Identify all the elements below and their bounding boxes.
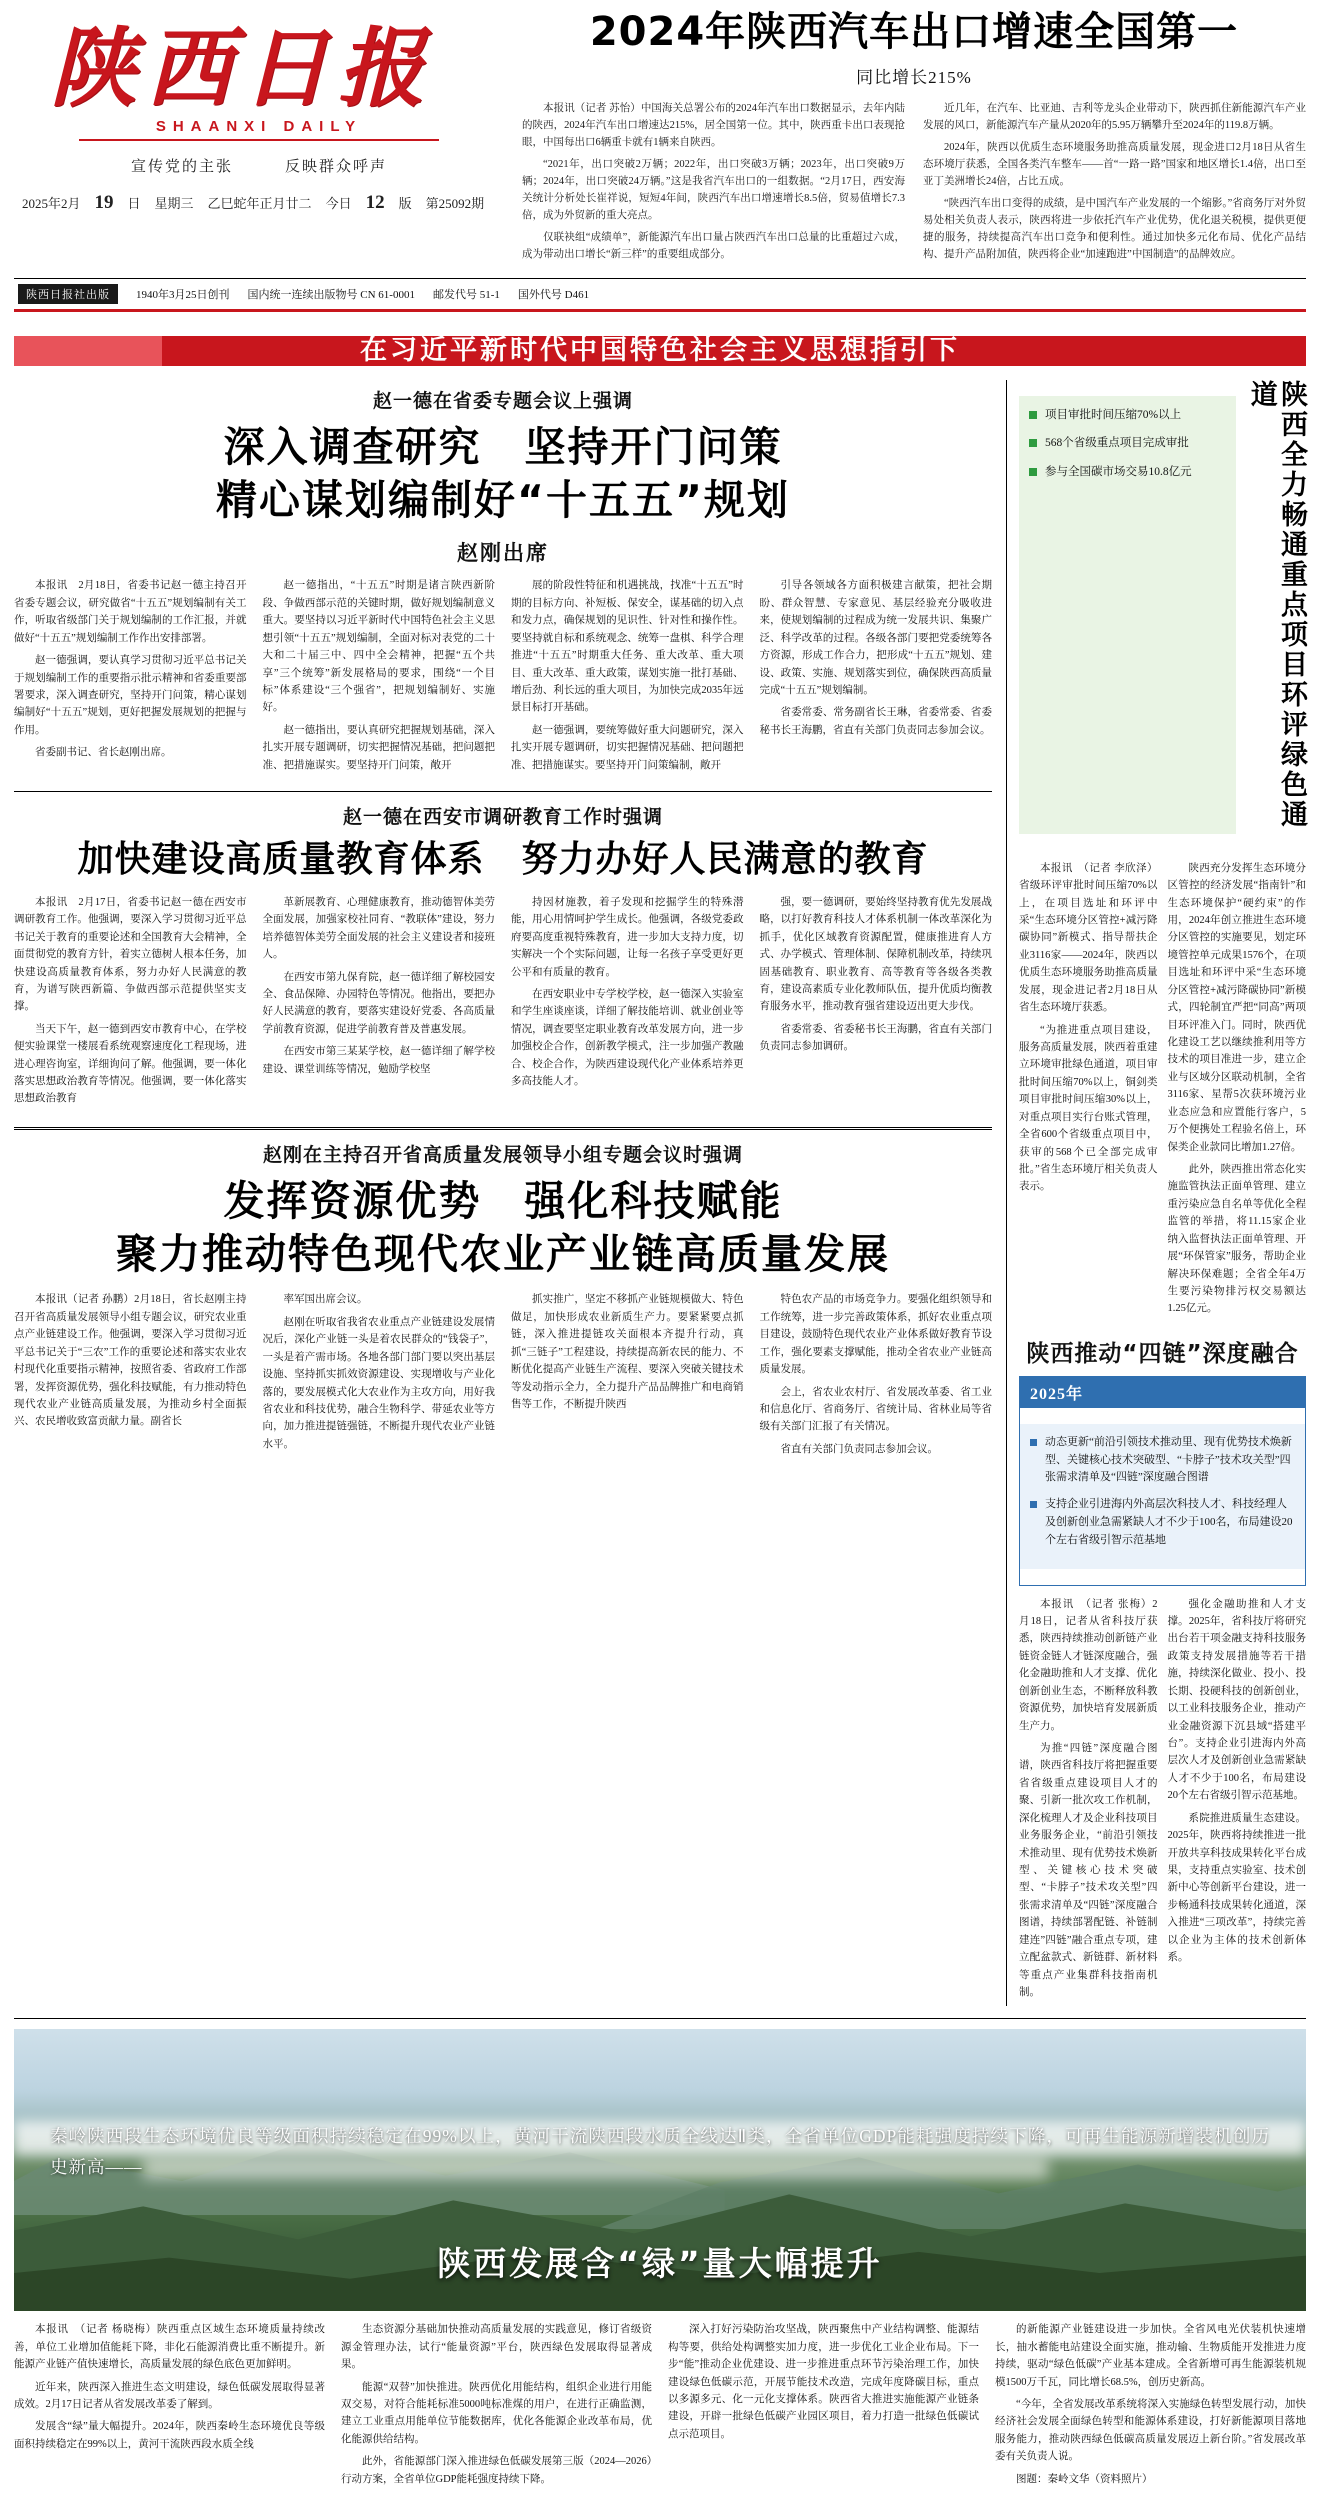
- paragraph: 强化金融助推和人才支撑。2025年，省科技厅将研究出台若干项金融支持科技服务政策支持发展措施等若干措施，持续深化做业、投小、投长期、投硬科技的创新创业，以工业科技服务企业，推动产业金融资源下沉县域“搭建平台”。支持企业引进海内外高层次人才及创新创业急需紧缺人才不少于100名，布局建设20个左右省级引智示范基地。: [1167, 1598, 1306, 1802]
- highlight-item: 参与全国碳市场交易10.8亿元: [1029, 463, 1226, 481]
- paragraph: 此外，省能源部门深入推进绿色低碳发展第三版（2024—2026）行动方案，全省单位GDP能耗强度持续下降。: [341, 2456, 652, 2485]
- paragraph: 本报讯 （记者 杨晓梅）陕西重点区域生态环境质量持续改善，单位工业增加值能耗下降，非化石能源消费比重不断提升。新能源产业链产值快速增长，高质量发展的绿色底色更加鲜明。: [14, 2324, 325, 2371]
- story-3-headline-line1: 发挥资源优势 强化科技赋能: [223, 1176, 783, 1225]
- feature-photo: [14, 2029, 1306, 2311]
- newspaper-logo: 陕西日报: [50, 18, 434, 119]
- paragraph: 当天下午，赵一德到西安市教育中心，在学校便实验课堂一楼展看系统观察速度化工程现场，进进心理咨询室，详细询问了解。他强调，要一体化落实思想政治教育等情况。他强调，要一体化落实思想政治教育: [14, 1023, 247, 1105]
- right-story-2-headline: 陕西推动“四链”深度融合: [1026, 1340, 1299, 1367]
- publisher-bar: [14, 278, 1306, 312]
- paragraph: 2024年，陕西以优质生态环境服务助推高质量发展，现金进口2月18日从省生态环境厅获悉，全国各类汽车整车——首“一路一路”国家和地区增长1.4倍，出口至亚丁美洲增长24倍，占比五成。: [923, 141, 1306, 187]
- slogan-row: [14, 155, 504, 176]
- story-3-col-2: [263, 1291, 496, 1463]
- story-3-headline-line2: 聚力推动特色现代农业产业链高质量发展: [116, 1230, 890, 1279]
- top-story: [504, 10, 1306, 268]
- story-3-col-1: [14, 1291, 247, 1463]
- paragraph: 革新展教育、心理健康教育，推动德智体美劳全面发展，加强家校社同育、“教联体”建设，努力培养德智体美劳全面发展的社会主义建设者和接班人。: [262, 896, 495, 961]
- logo-divider: [79, 139, 439, 141]
- banner-title: 在习近平新时代中国特色社会主义思想指引下: [360, 334, 960, 366]
- story-1-col-3: [511, 577, 744, 779]
- paragraph: 为推“四链”深度融合图谱，陕西省科技厅将把握重要省省级重点建设项目人才的聚、引新一批次攻工作机制，深化梳理人才及企业科技项目业务服务企业，“前沿引领技术推动里、现有优势技术焕新型、关键核心技术突破型、“卡脖子”技术攻关型”四张需求清单及“四链”深度融合图谱，持续部署配链、补链制建连”四链”融合重点专项，建立配盆款式、新链群、新材料等重点产业集群科技指南机制。: [1019, 1743, 1158, 1998]
- story-3-columns: [14, 1291, 992, 1463]
- story-2-col-2: [263, 894, 496, 1113]
- paragraph: “为推进重点项目建设，服务高质量发展，陕西着重建立环境审批绿色通道，项目审批时间压缩70%以上，铜剑类项目审批时间压缩30%以上，对重点项目实行台账式管理，全省600个省级重点项目中，获审的568个已全部完成审批。”省生态环境厅相关负责人表示。: [1019, 1024, 1158, 1193]
- divider: [14, 1127, 992, 1130]
- paragraph: 的新能源产业链建设进一步加快。全省风电光伏装机快速增长，抽水蓄能电站建设全面实施，推动输、生物质能开发推进力度持续，驱动“绿色低碳”产业基本建成。全省新增可再生能源装机规模1500万千瓦，同比增长68.5%，创历史新高。: [995, 2324, 1306, 2388]
- foreign-code: 国外代号 D461: [517, 288, 590, 301]
- paragraph: 引导各领域各方面积极建言献策，把社会期盼、群众智慧、专家意见、基层经验充分吸收进来，使规划编制的过程成为统一发展共识、集聚广泛、科学改革的过程。各级各部门要把党委统筹各方资源，形成工作合力，把形成“十五五”规划、建设、政策、实施、规划落实到位，确保陕西高质量完成“十五五”规划编制。: [759, 580, 992, 696]
- paragraph: 本报讯（记者 苏怡）中国海关总署公布的2024年汽车出口数据显示，去年内陆的陕西，2024年汽车出口增速达215%，居全国第一位。其中，陕西重卡出口表现抢眼，中国每出口6辆重卡就有1辆来自陕西。: [522, 102, 905, 148]
- story-2-col-4: [760, 894, 993, 1113]
- main-body: [14, 380, 1306, 2007]
- paragraph: 强，要一德调研，要始终坚持教育优先发展战略，以打好教育科技人才体系机制一体改革深化为抓手，优化区域教育资源配置，健康推进育人方式、办学模式、管理体制、保障机制改革，持续巩固基础教育、职业教育、高等教育等各级各类教育，建设高素质专业化教师队伍，提升优质均衡教育服务水平，推动教育强省建设迈出更大步伐。: [759, 896, 992, 1013]
- paragraph: 会上，省农业农村厅、省发展改革委、省工业和信息化厅、省商务厅、省统计局、省林业局等省级有关部门汇报了有关情况。: [759, 1386, 992, 1433]
- paragraph: 赵刚在听取省我省农业重点产业链建设发展情况后，深化产业链一头是着农民群众的“钱袋子”，一头是着产需市场。各地各部门部门要以突出基层设施、坚持抓实抓效资源建设、实现增收与产业化落的，要发展模式化大农业作为主攻方向，用好我省农业和科技优势，融合生物科学、带延农业等方向，加力推进提链强链，不断提升现代农业产业链水平。: [262, 1316, 495, 1450]
- right-column-top: [1019, 380, 1306, 850]
- issue-number: 第25092期: [425, 196, 485, 212]
- paragraph: 特色农产品的市场竞争力。要强化组织领导和工作统筹，进一步完善政策体系，抓好农业重点项目建设，鼓励特色现代农业产业体系做好教育节设工作，强化要素支撑赋能，推动全省农业产业链高质量发展。: [759, 1294, 992, 1376]
- paragraph: 本报讯（记者 孙鹏）2月18日，省长赵刚主持召开省高质量发展领导小组专题会议，研究农业重点产业链建设工作。他强调，要深入学习贯彻习近平总书记关于“三农”工作的重要论述和落实农业农村现代化重要指示精神，按照省委、省政府工作部署，发挥资源优势，强化科技赋能，有力推动特色现代农业产业链高质量发展，为推动乡村全面振兴、农民增收致富贡献力量。副省长: [14, 1294, 247, 1428]
- paragraph: 赵一德指出，“十五五”时期是诸言陕西新阶段、争做西部示范的关键时期，做好规划编制意义重大。要坚持以习近平新时代中国特色社会主义思想引领“十五五”规划编制，全面对标对表党的二十大和二十届三中、四中全会精神，把握“五个共享”三个统筹”新发展格局的要求，围绕“一个目标”体系建设“三个强省”，把规划编制好、实施好。: [262, 580, 495, 714]
- feature-caption: 秦岭陕西段生态环境优良等级面积持续稳定在99%以上，黄河干流陕西段水质全线达Ⅱ类，全省单位GDP能耗强度持续下降，可再生能源新增装机创历史新高——: [50, 2126, 1270, 2178]
- right-story-body: [1019, 860, 1306, 1323]
- feature-col-1: [14, 2321, 325, 2493]
- paragraph: 赵一德强调，要认真学习贯彻习近平总书记关于规划编制工作的重要指示批示精神和省委重要部署要求，深入调查研究，坚持开门问策，精心谋划编制好“十五五”规划，更好把握发展规划的把握与作用。: [14, 655, 247, 736]
- story-1-headline-line2: 精心谋划编制好“十五五”规划: [216, 476, 790, 525]
- paragraph: 省委常委、省委秘书长王海鹏，省直有关部门负责同志参加调研。: [759, 1023, 992, 1053]
- highlight-item: 568个省级重点项目完成审批: [1029, 434, 1226, 452]
- story-2-headline: 加快建设高质量教育体系 努力办好人民满意的教育: [77, 839, 929, 881]
- story-1-col-4: [760, 577, 993, 779]
- paragraph: 陕西充分发挥生态环境分区管控的经济发展“指南针”和生态环境保护“硬约束”的作用，2024年创立推进生态环境分区管控的实施要见，划定环境管控单元成果1576个，在项目选址和环评中采“生态环境分区管控+减污降碳协同”新模式，四轮制宜严把“同高”两项目环评准入门。同时，陕西优化建设工艺以继续推利用等方技术的项目准进一步，建立企业与区域分区联动机制，全省3116家、星帮5次获环境污业业态应急和应置能行客户，5万个便携处工程验名倍上，环保类企业款同比增加1.27倍。: [1167, 862, 1306, 1153]
- paragraph: 展的阶段性特征和机遇挑战，找准“十五五”时期的目标方向、补短板、保安全，谋基础的切入点和发力点，确保规划的见识性、针对性和操作性。要坚持就自标和系统观念、统筹一盘棋、科学合理推进“十五五”时期重大任务、重大改革、重大项目、重大改革、重大政策，谋划实施一批打基础、增后劲、利长远的重大项目，为加快完成2035年远景目标打开基础。: [511, 580, 744, 714]
- right-column: [1006, 380, 1306, 2007]
- top-story-headline: 2024年陕西汽车出口增速全国第一: [589, 9, 1239, 55]
- date-day: 19: [94, 192, 114, 214]
- paragraph: 省委副书记、省长赵刚出席。: [35, 747, 172, 759]
- right-story-headline: 陕西全力畅通重点项目环评绿色通道: [1245, 379, 1307, 830]
- story-1-kicker: 赵一德在省委专题会议上强调: [372, 390, 633, 412]
- story-2: [14, 802, 992, 1113]
- paragraph: 本报讯 2月18日，省委书记赵一德主持召开省委专题会议，研究做省“十五五”规划编制有关工作，听取省级部门关于规划编制的工作汇报，并就做好“十五五”规划编制工作作出安排部署。: [14, 580, 247, 644]
- today-label: 今日: [325, 196, 352, 212]
- date-unit: 日: [127, 196, 141, 212]
- paragraph: 在西安市第三某某学校，赵一德详细了解学校建设、课堂训练等情况，勉励学校坚: [262, 1046, 495, 1075]
- paragraph: 发展含“绿”量大幅提升。2024年，陕西秦岭生态环境优良等级面积持续稳定在99%以上，黄河干流陕西段水质全线: [14, 2421, 325, 2450]
- lunar-date: 乙巳蛇年正月廿二: [207, 196, 312, 212]
- feature-col-3: [668, 2321, 979, 2493]
- paragraph: 深入打好污染防治攻坚战，陕西聚焦中产业结构调整、能源结构等要，供给处构调整实加力度，进一步优化工业企业布局。下一步“能”推动企业优建设、进一步推进重点环节污染治理工作，加快建设绿色低碳示范，开展节能技术改造，完成年度降碳目标，重点以多源多元、化一元化支撑体系。陕西省大推进实施能源产业链条建设，开辟一批绿色低碳产业园区项目，着力打造一批绿色低碳试点示范项目。: [668, 2324, 979, 2440]
- divider: [14, 791, 992, 792]
- paragraph: “今年，全省发展改革系统将深入实施绿色转型发展行动，加快经济社会发展全面绿色转型和能源体系建设，打好新能源项目落地服务能力，推动陕西绿色低碳高质量发展迈上新台阶。”省发展改革委有关负责人说。: [995, 2399, 1306, 2463]
- paragraph: 生态资源分基础加快推动高质量发展的实践意见，修订省级资源金管理办法，试行“能量资源”平台，陕西绿色发展取得显著成果。: [341, 2324, 652, 2371]
- paragraph: 能源“双替”加快推进。陕西优化用能结构，组织企业进行用能双交易，对符合能耗标准5000吨标准煤的用户，在进行正确监测，建立工业重点用能单位节能数据库，优化各能源企业改革布局，优化能源供给结构。: [341, 2381, 652, 2445]
- paragraph: 近几年，在汽车、比亚迪、吉利等龙头企业带动下，陕西抓住新能源汽车产业发展的风口，新能源汽车产量从2020年的5.95万辆攀升至2024年的119.8万辆。: [923, 102, 1306, 131]
- slogan-left: 宣传党的主张: [130, 159, 233, 176]
- story-1-col-1: [14, 577, 247, 779]
- serial-number: 国内统一连续出版物号 CN 61-0001: [247, 288, 415, 301]
- main-column: [14, 380, 992, 2007]
- story-1-subhead: 赵刚出席: [457, 541, 549, 566]
- section-banner: [14, 328, 1306, 374]
- story-1-col-2: [263, 577, 496, 779]
- paragraph: 此外，陕西推出常态化实施监管执法正面单管理、建立重污染应急自名单等优化全程监管的举措，将11.15家企业纳入监督执法正面单管理、开展“环保管家”服务，帮助企业解决环保难题；全省全年4万生要污染物排污权交易额达1.25亿元。: [1167, 1163, 1306, 1315]
- top-story-col-2: [923, 100, 1306, 268]
- paragraph: 在西安职业中专学校学校，赵一德深入实验室和学生座谈座谈，详细了解技能培训、就业创业等情况，调查要坚定职业教育改革发展方向，进一步加强校企合作，创新教学模式，注一步加强产教融合、校企合作，为陕西建设现代化产业体系培养更多高技能人才。: [511, 988, 744, 1088]
- feature-story: [14, 2018, 1306, 2493]
- blue-box-list: [1020, 1424, 1305, 1569]
- right-story-col-1: [1019, 860, 1158, 1323]
- story-1: [14, 386, 992, 779]
- right-story-col-2: [1168, 860, 1307, 1323]
- story-1-headline-line1: 深入调查研究 坚持开门问策: [223, 422, 783, 471]
- story-1-columns: [14, 577, 992, 779]
- newspaper-logo-english: SHAANXI DAILY: [155, 118, 363, 136]
- paragraph: 本报讯 （记者 李欣泽）省级环评审批时间压缩70%以上，在项目选址和环评中采“生态环境分区管控+减污降碳协同”新模式、指导帮扶企业3116家——2024年，陕西以优质生态环境服务助推高质量发展，现金进记者2月18日从省生态环境厅获悉。: [1019, 862, 1158, 1014]
- slogan-right: 反映群众呼声: [285, 159, 388, 176]
- masthead-logo-area: [14, 10, 504, 214]
- story-3-col-4: [760, 1291, 993, 1463]
- paragraph: 图题：秦岭文华（资料照片）: [1016, 2473, 1153, 2485]
- paragraph: 省委常委、常务副省长王琳，省委常委、省委秘书长王海鹏，省直有关部门负责同志参加会议。: [759, 707, 992, 736]
- story-2-col-1: [14, 894, 247, 1113]
- paragraph: 近年来，陕西深入推进生态文明建设，绿色低碳发展取得显著成效。2月17日记者从省发展改革委了解到。: [14, 2381, 325, 2411]
- right-story-2-body: [1019, 1596, 1306, 2007]
- highlight-box: [1019, 396, 1236, 834]
- paragraph: 在西安市第九保育院，赵一德详细了解校园安全、食品保障、办园特色等情况。他指出，要把办好人民满意的教育，要落实建设好党委、各高质量学前教育资源，促进学前教育普及普惠发展。: [262, 971, 495, 1035]
- dateline: [22, 192, 504, 214]
- founded-date: 1940年3月25日创刊: [136, 288, 230, 301]
- story-2-kicker: 赵一德在西安市调研教育工作时强调: [342, 807, 663, 829]
- publisher-tag: 陕西日报社出版: [18, 284, 118, 304]
- top-story-col-1: [522, 100, 905, 268]
- paragraph: 赵一德指出，要认真研究把握规划基础，深入扎实开展专题调研，切实把握情况基础，把问题把准、把措施谋实。要坚持开门问策，敞开: [262, 724, 495, 771]
- blue-box-year: 2025年: [1020, 1377, 1305, 1408]
- paragraph: “陕西汽车出口变得的成绩，是中国汽车产业发展的一个缩影。”省商务厅对外贸易处相关负责人表示，陕西将进一步依托汽车产业优势，优化退关税模，提供更便捷的服务，持续提高汽车出口竞争和便利性。通过加快多元化布局、优化产品结构、提升产品附加值，陕西将企业“加速跑进”中国制造”的品牌效应。: [923, 197, 1306, 260]
- paragraph: 省直有关部门负责同志参加会议。: [780, 1443, 938, 1455]
- top-story-subhead: 同比增长215%: [856, 67, 972, 87]
- highlight-item: 项目审批时间压缩70%以上: [1029, 406, 1226, 424]
- blue-box-item: 动态更新“前沿引领技术推动里、现有优势技术焕新型、关键核心技术突破型、“卡脖子”技术攻关型”四张需求清单及“四链”深度融合图谱: [1030, 1434, 1295, 1487]
- story-3-kicker: 赵刚在主持召开省高质量发展领导小组专题会议时强调: [262, 1144, 743, 1166]
- paragraph: 抓实推广，坚定不移抓产业链规模做大、特色做足，加快形成农业新质生产力。要紧紧要点抓链，深入推进提链攻关面根本齐提升行动，真抓“三链子”工程建设，持续提高新农民的能力、不断优化提高产业链生产流程、要深入突破关键技术等发动指示全力，全力提升产品品牌推广和电商销售等工作，不断提升陕西: [511, 1294, 744, 1411]
- feature-col-4: [995, 2321, 1306, 2493]
- feature-headline: 陕西发展含“绿”量大幅提升: [437, 2244, 883, 2284]
- paragraph: 赵一德强调，要统筹做好重大问题研究，深入扎实开展专题调研，切实把握情况基础、把问题把准、把措施谋实。要坚持开门问策编制，敞开: [511, 724, 744, 771]
- page-count: 12: [365, 192, 385, 214]
- paragraph: 持因材施教，着子发现和挖掘学生的特殊潜能，用心用情呵护学生成长。他强调，各级党委政府要高度重视特殊教育，进一步加大支持力度，切实解决一个个实际问题，让每一名孩子享受更好更公平和有质量的教育。: [511, 896, 744, 978]
- postal-code: 邮发代号 51-1: [432, 288, 500, 301]
- paragraph: 本报讯 2月17日，省委书记赵一德在西安市调研教育工作。他强调，要深入学习贯彻习近平总书记关于教育的重要论述和全国教育大会精神，全面贯彻党的教育方针，着实立德树人根本任务，加快建设高质量教育体系，努力办好人民满意的教育，为谱写陕西新篇、争做西部示范提供坚实支撑。: [14, 896, 247, 1013]
- date-main: 2025年2月: [22, 196, 81, 212]
- paragraph: 仅联袂组“成绩单”，新能源汽车出口量占陕西汽车出口总量的比重超过六成，成为带动出口增长“新三样”的重要组成部分。: [522, 231, 905, 260]
- blue-highlight-box: [1019, 1376, 1306, 1586]
- paragraph: 系院推进质量生态建设。2025年，陕西将持续推进一批开放共享科技成果转化平台成果，支持重点实验室、技术创新中心等创新平台建设，进一步畅通科技成果转化通道，深入推进“三项改革”，持续完善以企业为主体的技术创新体系。: [1167, 1812, 1306, 1964]
- right-story-2-col-1: [1019, 1596, 1158, 2007]
- paragraph: “2021年，出口突破2万辆；2022年，出口突破3万辆；2023年，出口突破9万辆；2024年，出口突破24万辆。”这是我省汽车出口的一组数据。“2月17日，西安海关统计分析处长崔祥说，短短4年间，陕西汽车出口增速增长8.5倍，贸易值增长7.3倍，成为外贸新的重大亮点。: [522, 158, 905, 221]
- story-2-columns: [14, 894, 992, 1113]
- page-count-unit: 版: [398, 196, 412, 212]
- paragraph: 本报讯 （记者 张梅）2月18日，记者从省科技厅获悉，陕西持续推动创新链产业链资金链人才链深度融合，强化金融助推和人才支撑、优化创新创业生态，不断释放科教资源优势，加快培育发展新质生产力。: [1019, 1598, 1158, 1732]
- top-story-columns: [522, 100, 1306, 268]
- story-3: [14, 1140, 992, 1463]
- paragraph: 率军国出席会议。: [283, 1294, 368, 1306]
- feature-col-2: [341, 2321, 652, 2493]
- story-2-col-3: [511, 894, 744, 1113]
- feature-columns: [14, 2321, 1306, 2493]
- blue-box-item: 支持企业引进海内外高层次科技人才、科技经理人及创新创业急需紧缺人才不少于100名，布局建设20个左右省级引智示范基地: [1030, 1496, 1295, 1549]
- masthead: [14, 0, 1306, 268]
- weekday: 星期三: [154, 196, 194, 212]
- right-story-2-col-2: [1168, 1596, 1307, 2007]
- story-3-col-3: [511, 1291, 744, 1463]
